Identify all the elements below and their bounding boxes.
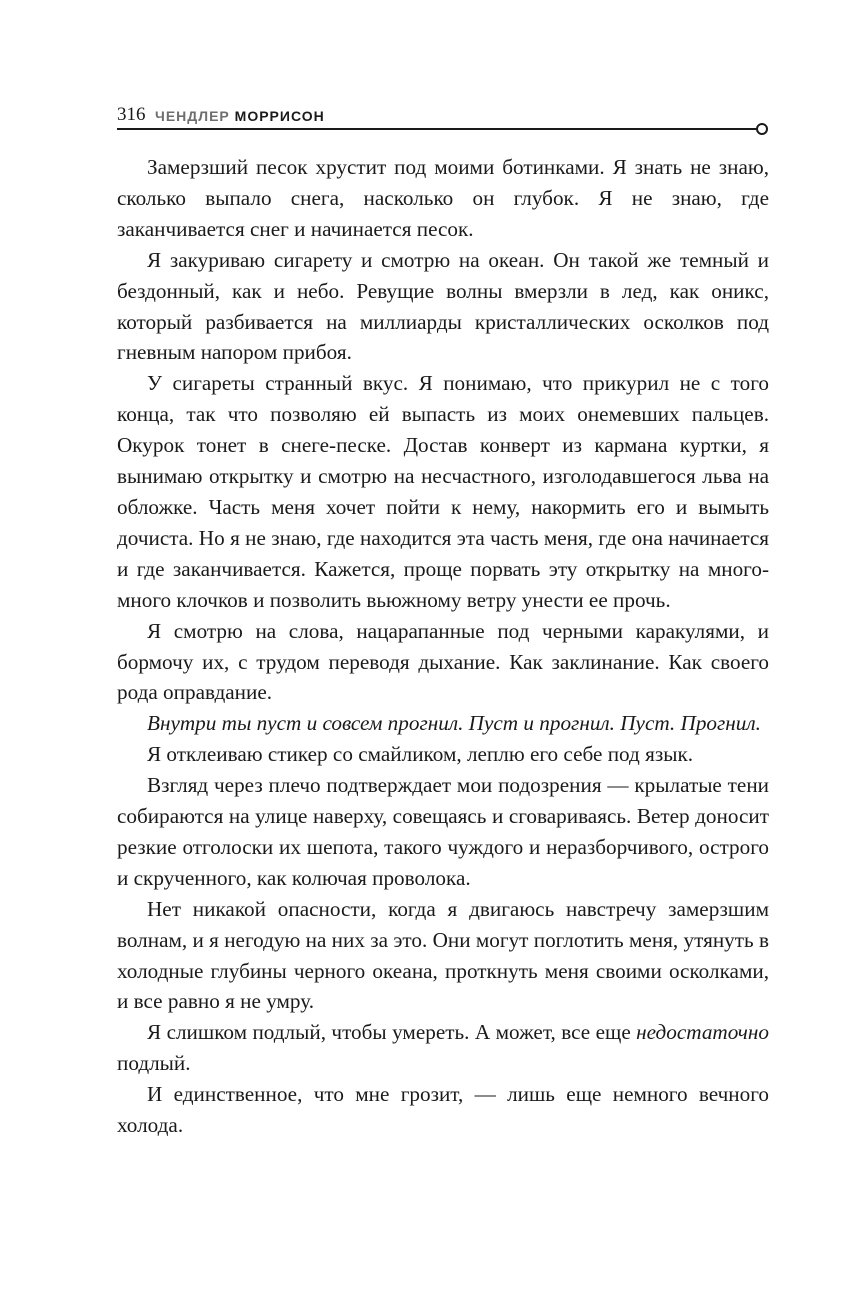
italic-paragraph xyxy=(117,708,769,739)
paragraph xyxy=(117,616,769,709)
running-author xyxy=(155,107,325,125)
text-run: Я слишком подлый, чтобы умереть. А может, все еще xyxy=(147,1020,637,1045)
italic-text-run: недостаточно xyxy=(636,1020,769,1045)
paragraph xyxy=(117,368,769,615)
paragraph xyxy=(117,245,769,369)
paragraph xyxy=(117,770,769,894)
text-run: Замерзший песок хрустит под моими ботинками. Я знать не знаю, сколько выпало снега, насколько он глубок. Я не знаю, где заканчивается снег и начинается песок. xyxy=(117,155,769,241)
author-first-name: ЧЕНДЛЕР xyxy=(155,108,230,124)
text-run: подлый. xyxy=(117,1051,191,1076)
page-number: 316 xyxy=(117,104,146,125)
paragraph xyxy=(117,1079,769,1141)
running-header xyxy=(117,104,767,130)
paragraph xyxy=(117,739,769,770)
text-run: У сигареты странный вкус. Я понимаю, что прикурил не с того конца, так что позволяю ей выпасть из моих онемевших пальцев. Окурок тонет в снеге-песке. Достав конверт из кармана куртки, я вынимаю открытку и смотрю на несчастного, изголодавшегося льва на обложке. Часть меня хочет пойти к нему, накормить его и вымыть дочиста. Но я не знаю, где находится эта часть меня, где она начинается и где заканчивается. Кажется, проще порвать эту открытку на много-много клочков и позволить вьюжному ветру унести ее прочь. xyxy=(117,371,769,612)
text-run: Я смотрю на слова, нацарапанные под черными каракулями, и бормочу их, с трудом переводя дыхание. Как заклинание. Как своего рода оправдание. xyxy=(117,618,769,705)
header-rule xyxy=(117,128,757,130)
text-run: Я отклеиваю стикер со смайликом, леплю его себе под язык. xyxy=(147,742,694,767)
paragraph xyxy=(117,894,769,1018)
italic-text-run: Внутри ты пуст и совсем прогнил. Пуст и прогнил. Пуст. Прогнил. xyxy=(147,711,761,736)
paragraph xyxy=(117,1017,769,1079)
text-run: Я закуриваю сигарету и смотрю на океан. Он такой же темный и бездонный, как и небо. Ревущие волны вмерзли в лед, как оникс, который разбивается на миллиарды кристаллических осколков под гневным напором прибоя. xyxy=(117,247,769,365)
text-run: И единственное, что мне грозит, — лишь еще немного вечного холода. xyxy=(117,1082,769,1138)
header-rule-end-dot xyxy=(756,123,768,135)
paragraph xyxy=(117,152,769,245)
page-body xyxy=(117,152,769,1141)
text-run: Взгляд через плечо подтверждает мои подозрения — крылатые тени собираются на улице наверху, совещаясь и сговариваясь. Ветер доносит резкие отголоски их шепота, такого чуждого и неразборчивого, острого и скрученного, как колючая проволока. xyxy=(117,773,769,890)
text-run: Нет никакой опасности, когда я двигаюсь навстречу замерзшим волнам, и я негодую на них за это. Они могут поглотить меня, утянуть в холодные глубины черного океана, проткнуть меня своими осколками, и все равно я не умру. xyxy=(117,896,769,1014)
author-last-name: МОРРИСОН xyxy=(234,108,325,124)
